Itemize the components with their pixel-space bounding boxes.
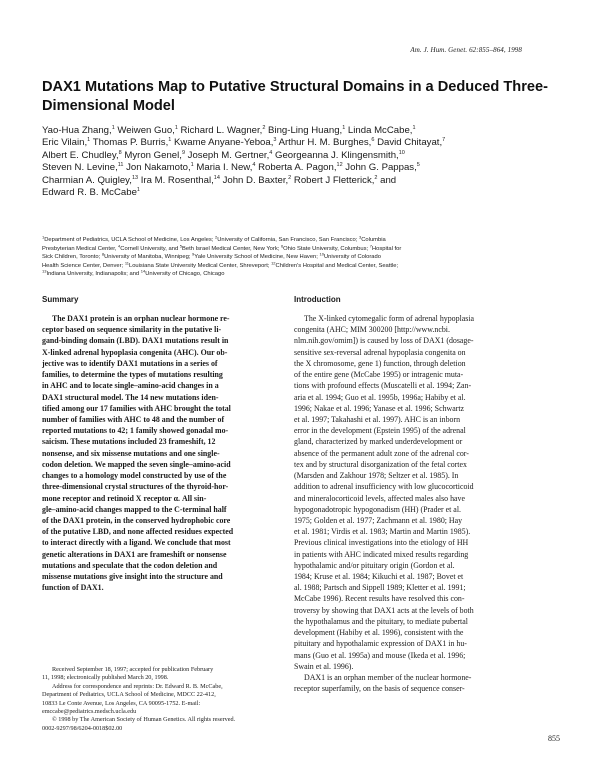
affiliation-marker: 2 xyxy=(262,125,266,131)
author-line-text: Albert E. Chudley, xyxy=(42,149,119,161)
affiliations xyxy=(42,236,562,279)
affiliation-marker: 2 xyxy=(215,234,218,240)
affiliation-marker: 13 xyxy=(131,174,139,181)
article-notes xyxy=(42,666,282,733)
intro-line: receptor superfamily, on the basis of sequence conser- xyxy=(294,684,465,694)
author-line-text: Robert J Fletterick, xyxy=(291,174,375,186)
affiliation-line xyxy=(42,245,562,254)
affiliation-marker: 7 xyxy=(369,243,372,249)
affiliation-line-text: Department of Pediatrics, UCLA School of Medicine, Los Angeles; xyxy=(44,237,216,243)
author-line-text: and xyxy=(377,174,397,186)
article-title xyxy=(42,78,562,116)
affiliation-line-text: Columbia xyxy=(361,237,386,243)
affiliation-marker: 11 xyxy=(117,162,124,169)
affiliation-marker: 4 xyxy=(252,162,256,169)
author-line-text: Bing-Ling Huang, xyxy=(265,125,343,136)
author-line xyxy=(42,125,562,137)
intro-line: DAX1 is an orphan member of the nuclear hormone- xyxy=(304,673,472,682)
affiliation-marker: 1 xyxy=(136,187,140,194)
affiliation-line-text: Health Science Center, Denver; xyxy=(42,262,125,269)
summary-line: to interact directly with a ligand. We conclude that most xyxy=(42,538,231,548)
intro-line: sensitive sex-reversal adrenal hypoplasia congenita on xyxy=(294,347,466,357)
affiliation-line-text: Children's Hospital and Medical Center, Seattle; xyxy=(275,262,399,269)
affiliation-marker: 4 xyxy=(269,149,273,156)
author-line-text: Eric Vilain, xyxy=(42,137,88,149)
intro-line: et al. 1981; Virdis et al. 1983; Martin and Martin 1985). xyxy=(294,527,471,537)
intro-line: et al. 1997; Takahashi et al. 1997). AHC is an inborn xyxy=(294,414,461,424)
affiliation-marker: 10 xyxy=(319,251,324,257)
author-line-text: Ira M. Rosenthal, xyxy=(138,174,214,186)
intro-line: in patients with AHC indicated mixed results regarding xyxy=(294,549,469,559)
author-line xyxy=(42,187,562,199)
intro-line: absence of the permanent adult zone of the adrenal cor- xyxy=(294,448,469,458)
note-line: Address for correspondence and reprints: Dr. Edward R. B. McCabe, xyxy=(52,682,223,690)
intro-line: Swain et al. 1996). xyxy=(294,661,354,671)
author-line-text: Jon Nakamoto, xyxy=(123,162,191,174)
summary-line: nonsense, and six missense mutations and one single- xyxy=(42,448,220,458)
author-line-text: Charmian A. Quigley, xyxy=(42,174,132,186)
affiliation-marker: 1 xyxy=(190,162,194,169)
summary-line: The DAX1 protein is an orphan nuclear hormone re- xyxy=(52,314,230,323)
intro-line: tions with profound effects (Muscatelli et al. 1994; Zan- xyxy=(294,381,472,391)
author-line xyxy=(42,175,562,187)
summary-line: saicism. These mutations included 23 frameshift, 12 xyxy=(42,437,216,447)
affiliation-marker: 8 xyxy=(101,251,105,257)
affiliation-marker: 2 xyxy=(374,174,378,181)
author-line-text: Yao-Hua Zhang, xyxy=(42,125,112,136)
affiliation-marker: 7 xyxy=(442,137,446,144)
intro-line: nlm.nih.gov/omim]) is caused by loss of DAX1 (dosage- xyxy=(294,336,474,346)
intro-line: 1975; Golden et al. 1977; Zachmann et al. 1980; Hay xyxy=(294,515,463,525)
summary-line: genetic alterations in DAX1 are frameshift or nonsense xyxy=(42,549,227,559)
affiliation-marker: 3 xyxy=(273,137,277,144)
affiliation-line-text: Beth Israel Medical Center, New York; xyxy=(182,245,281,252)
introduction-body xyxy=(294,313,562,694)
intro-line: aria et al. 1994; Guo et al. 1995b, 1996a; Habiby et al. xyxy=(294,392,466,402)
summary-line: missense mutations give insight into the structure and xyxy=(42,572,223,582)
summary-line: DAX1 structural model. The 14 new mutations iden- xyxy=(42,392,219,402)
affiliation-line-text: University of Colorado xyxy=(323,254,381,261)
page-number: 855 xyxy=(548,734,560,743)
affiliation-marker: 5 xyxy=(179,243,183,249)
summary-line: reported mutations to 42; 1 family showed gonadal mo- xyxy=(42,426,229,436)
summary-line: changes to a homology model constructed by use of the xyxy=(42,471,227,481)
affiliation-marker: 13 xyxy=(42,268,47,274)
intro-line: McCabe 1996). Recent results have resolved this con- xyxy=(294,594,465,604)
journal-citation: Am. J. Hum. Genet. 62:855–864, 1998 xyxy=(410,46,522,54)
affiliation-line-text: Yale University School of Medicine, New Haven; xyxy=(194,254,320,261)
intro-line: error in the development (Epstein 1995) of the adrenal xyxy=(294,426,466,436)
affiliation-marker: 1 xyxy=(342,125,346,131)
intro-heading: Introduction xyxy=(294,295,341,304)
summary-line: families, to determine the types of mutations resulting xyxy=(42,370,223,380)
intro-line: addition to adrenal insufficiency with low glucocorticoid xyxy=(294,482,474,492)
affiliation-marker: 3 xyxy=(359,234,362,240)
summary-line: in AHC and to locate single–amino-acid changes in a xyxy=(42,381,219,391)
affiliation-line-text: University of Chicago, Chicago xyxy=(145,271,225,278)
affiliation-line-text: Cornell University, and xyxy=(120,245,180,252)
author-line xyxy=(42,137,562,149)
note-line: Received September 18, 1997; accepted for publication February xyxy=(52,666,214,673)
author-line-text: Linda McCabe, xyxy=(345,125,413,136)
affiliation-marker: 11 xyxy=(124,260,129,266)
author-line-text: John G. Pappas, xyxy=(342,162,417,174)
author-line-text: Steven N. Levine, xyxy=(42,162,118,174)
affiliation-marker: 8 xyxy=(118,149,122,156)
author-line-text: Edward R. B. McCabe xyxy=(42,187,137,199)
summary-line: number of families with AHC to 48 and the number of xyxy=(42,414,225,424)
author-line-text: Weiwen Guo, xyxy=(114,125,175,136)
author-line xyxy=(42,162,562,174)
summary-line: ceptor based on sequence similarity in the putative li- xyxy=(42,325,222,335)
intro-line: hypogonadotropic hypogonadism (HH) (Prader et al. xyxy=(294,504,461,514)
note-line: 11, 1998; electronically published March 20, 1998. xyxy=(42,674,169,682)
summary-line: of the DAX1 protein, in the conserved hydrophobic core xyxy=(42,515,231,525)
affiliation-marker: 5 xyxy=(416,162,420,169)
affiliation-marker: 2 xyxy=(288,174,292,181)
summary-line: tified among our 17 families with AHC brought the total xyxy=(42,403,231,413)
note-line: 10833 Le Conte Avenue, Los Angeles, CA 90095-1752. E-mail: xyxy=(42,699,201,707)
affiliation-marker: 12 xyxy=(271,260,276,266)
intro-line: al. 1988; Partsch and Sippell 1989; Kletter et al. 1991; xyxy=(294,583,466,593)
affiliation-marker: 1 xyxy=(42,234,45,240)
author-line xyxy=(42,150,562,162)
note-line: emccabe@pediatrics.medsch.ucla.edu xyxy=(42,708,137,716)
intro-line: congenita (AHC; MIM 300200 [http://www.ncbi. xyxy=(294,325,450,335)
affiliation-line-text: Hospital for xyxy=(371,245,402,252)
summary-line: jective was to identify DAX1 mutations in a series of xyxy=(42,358,218,368)
summary-line: of the putative LBD, and none affected residues expected xyxy=(42,527,234,537)
affiliation-line xyxy=(42,262,562,271)
affiliation-marker: 1 xyxy=(168,137,172,144)
intro-line: pituitary and hypothalamic expression of DAX1 in hu- xyxy=(294,639,467,649)
affiliation-marker: 12 xyxy=(336,162,343,169)
affiliation-marker: 4 xyxy=(118,243,121,249)
affiliation-marker: 9 xyxy=(192,251,195,257)
affiliation-line-text: Ohio State University, Columbus; xyxy=(283,245,370,252)
summary-line: mutations and speculate that the codon deletion and xyxy=(42,560,218,570)
affiliation-line-text: University of California, San Francisco, San Francisco; xyxy=(217,237,360,243)
affiliation-line-text: Indiana University, Indianapolis; and xyxy=(46,271,141,278)
author-line-text: Myron Genel, xyxy=(121,149,182,161)
intro-line: mans (Guo et al. 1995a) and mouse (Ikeda et al. 1996; xyxy=(294,650,466,660)
intro-line: the X chromosome, gene 1) function, through deletion xyxy=(294,358,466,368)
affiliation-line-text: Sick Children, Toronto; xyxy=(42,254,102,261)
intro-line: tex and by structural disorganization of the fetal cortex xyxy=(294,459,467,469)
author-line-text: Georgeanna J. Klingensmith, xyxy=(272,149,399,161)
affiliation-marker: 1 xyxy=(174,125,178,131)
title-line: Dimensional Model xyxy=(42,98,175,114)
title-line: DAX1 Mutations Map to Putative Structural Domains in a Deduced Three- xyxy=(42,79,548,95)
affiliation-marker: 1 xyxy=(87,137,91,144)
affiliation-marker: 14 xyxy=(140,268,146,274)
intro-line: The X-linked cytomegalic form of adrenal hypoplasia xyxy=(304,314,475,323)
summary-line: gle–amino-acid changes mapped to the C-terminal half xyxy=(42,504,227,514)
summary-line: gand-binding domain (LBD). DAX1 mutations result in xyxy=(42,336,229,346)
intro-line: (Marsden and Zakhour 1978; Seltzer et al. 1985). In xyxy=(294,471,459,481)
summary-heading: Summary xyxy=(42,295,79,304)
author-line-text: David Chitayat, xyxy=(374,137,443,149)
intro-line: development (Habiby et al. 1996), consistent with the xyxy=(294,628,464,638)
summary-line: codon deletion. We mapped the seven single–amino-acid xyxy=(42,459,231,469)
author-line-text: Maria I. New, xyxy=(193,162,253,174)
abstract-body xyxy=(42,313,282,593)
summary-line: X-linked adrenal hypoplasia congenita (AHC). Our ob- xyxy=(42,347,228,357)
affiliation-marker: 6 xyxy=(371,137,375,144)
affiliation-line xyxy=(42,253,562,262)
summary-line: function of DAX1. xyxy=(42,583,104,593)
author-list xyxy=(42,125,562,199)
note-line: Department of Pediatrics, UCLA School of Medicine, MDCC 22-412, xyxy=(42,691,216,699)
author-line-text: Joseph M. Gertner, xyxy=(185,149,270,161)
intro-line: 1996; Nakae et al. 1996; Yanase et al. 1996; Schwartz xyxy=(294,403,465,413)
note-line: 0002-9297/98/6204-0018$02.00 xyxy=(42,724,123,732)
intro-line: Previous clinical investigations into the etiology of HH xyxy=(294,538,469,548)
affiliation-line-text: Louisiana State University Medical Center, Shreveport; xyxy=(128,262,272,269)
author-line-text: Arthur H. M. Burghes, xyxy=(276,137,372,149)
affiliation-marker: 9 xyxy=(181,149,185,156)
affiliation-line-text: University of Manitoba, Winnipeg; xyxy=(104,254,193,261)
intro-line: and mineralocorticoid levels, affected males also have xyxy=(294,493,465,503)
affiliation-marker: 1 xyxy=(111,125,115,131)
intro-line: troversy by showing that DAX1 acts at the levels of both xyxy=(294,605,474,615)
intro-line: of the entire gene (McCabe 1995) or intragenic muta- xyxy=(294,370,464,380)
intro-line: gland, characterized by marked underdevelopment or xyxy=(294,437,463,447)
summary-line: three-dimensional crystal structures of the thyroid-hor- xyxy=(42,482,229,492)
affiliation-marker: 10 xyxy=(398,149,405,156)
intro-line: the hypothalamus and the pituitary, to mediate pubertal xyxy=(294,616,468,626)
author-line-text: Roberta A. Pagon, xyxy=(255,162,337,174)
affiliation-line xyxy=(42,270,562,279)
author-line-text: Richard L. Wagner, xyxy=(177,125,263,136)
summary-line: mone receptor and retinoid X receptor α. All sin- xyxy=(42,493,207,503)
affiliation-marker: 14 xyxy=(213,174,220,181)
intro-line: hypothalamic and/or pituitary origin (Gordon et al. xyxy=(294,560,455,570)
author-line-text: Kwame Anyane-Yeboa, xyxy=(171,137,274,149)
author-line-text: Thomas P. Burris, xyxy=(90,137,169,149)
author-line-text: John D. Baxter, xyxy=(219,174,289,186)
intro-line: 1984; Kruse et al. 1984; Kikuchi et al. 1987; Bovet et xyxy=(294,572,464,582)
affiliation-line-text: Presbyterian Medical Center, xyxy=(42,245,119,252)
note-line: © 1998 by The American Society of Human Genetics. All rights reserved. xyxy=(52,716,236,724)
affiliation-marker: 6 xyxy=(280,243,284,249)
affiliation-marker: 1 xyxy=(412,125,416,131)
